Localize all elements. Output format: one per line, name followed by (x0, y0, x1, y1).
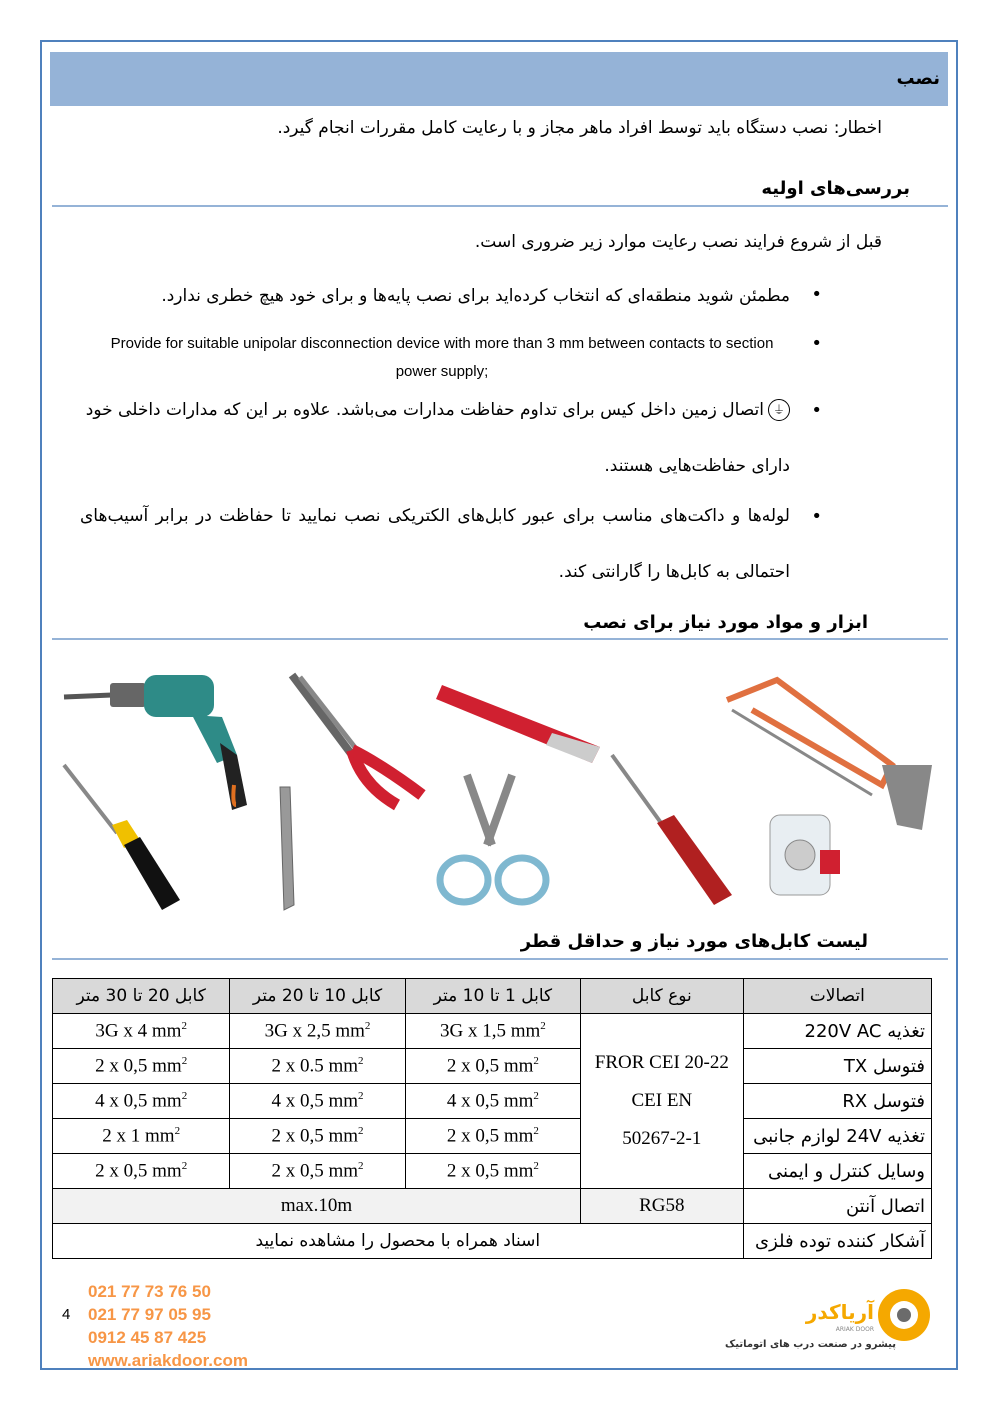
bullet-item: ⏚اتصال زمین داخل کیس برای تداوم حفاظت مدارات می‌باشد. علاوه بر این که مدارات داخلی خود دارای حفاظت‌هایی هستند. (85, 400, 790, 476)
cables-title: لیست کابل‌های مورد نیاز و حداقل قطر (520, 931, 868, 952)
cable-size-cell: 2 x 0,5 $mm^2$ (53, 1049, 230, 1084)
bullet-item: مطمئن شوید منطقه‌ای که انتخاب کرده‌اید برای نصب پایه‌ها و برای خود هیچ خطری ندارد. (161, 286, 790, 306)
tape-measure-icon (770, 815, 840, 895)
initial-checks-title: بررسی‌های اولیه (761, 178, 910, 199)
cable-size-cell: 2 x 0,5 $mm^2$ (405, 1049, 580, 1084)
contact-block (88, 1280, 248, 1372)
scissors-icon (440, 775, 546, 902)
cable-size-cell: 4 x 0,5 $mm^2$ (230, 1084, 405, 1119)
intro-text: قبل از شروع فرایند نصب رعایت موارد زیر ضروری است. (474, 232, 882, 252)
cable-size-cell: 2 x 0,5 $mm^2$ (405, 1119, 580, 1154)
hacksaw-icon (727, 680, 932, 830)
logo-tagline: پیشرو در صنعت درب های اتوماتیک (725, 1339, 896, 1350)
divider (52, 638, 948, 640)
ground-symbol-icon: ⏚ (768, 399, 790, 421)
table-header-row (53, 979, 932, 1014)
header-cell: کابل 20 تا 30 متر (53, 979, 230, 1014)
table-row (53, 1119, 932, 1154)
bullet-dot: • (811, 400, 822, 421)
website-link[interactable]: www.ariakdoor.com (88, 1351, 248, 1370)
table-row (53, 1084, 932, 1119)
bullet-item: لوله‌ها و داکت‌های مناسب برای عبور کابل‌های الکتریکی نصب نمایید تا حفاظت در برابر آسیب‌های احتمالی به کابل‌ها را گارانتی کند. (80, 506, 790, 582)
bullet-item-english: Provide for suitable unipolar disconnection device with more than 3 mm between contacts to section power supply; (110, 335, 774, 380)
header-cell: اتصالات (743, 979, 931, 1014)
table-row (53, 1224, 932, 1259)
connection-cell: تغذیه 24V لوازم جانبی (743, 1119, 931, 1154)
cable-size-cell: 3G x 4 $mm^2$ (53, 1014, 230, 1049)
cable-size-cell: 3G x 2,5 $mm^2$ (230, 1014, 405, 1049)
cable-size-cell: 4 x 0,5 $mm^2$ (405, 1084, 580, 1119)
connection-cell: آشکار کننده توده فلزی (743, 1224, 931, 1259)
bullet-dot: • (811, 333, 822, 354)
cable-size-cell: 2 x 0,5 $mm^2$ (230, 1154, 405, 1189)
company-logo (716, 1285, 936, 1360)
phone-number: 0912 45 87 425 (88, 1328, 207, 1347)
connection-cell: وسایل کنترل و ایمنی (743, 1154, 931, 1189)
phone-number: 021 77 97 05 95 (88, 1305, 211, 1324)
cable-size-cell: 2 x 0,5 $mm^2$ (53, 1154, 230, 1189)
section-header-band (50, 52, 948, 106)
page-number: 4 (62, 1306, 71, 1323)
warning-text: اخطار: نصب دستگاه باید توسط افراد ماهر مجاز و با رعایت کامل مقررات انجام گیرد. (277, 118, 882, 138)
bullet-dot: • (811, 284, 822, 305)
connection-cell: اتصال آنتن (743, 1189, 931, 1224)
cable-size-cell: 2 x 0,5 $mm^2$ (230, 1119, 405, 1154)
cable-size-cell: 2 x 0,5 $mm^2$ (405, 1154, 580, 1189)
drill-icon (64, 675, 247, 810)
tools-title: ابزار و مواد مورد نیاز برای نصب (583, 612, 868, 633)
table-row (53, 1189, 932, 1224)
section-title: نصب (896, 68, 940, 89)
bullet-dot: • (811, 506, 822, 527)
drill-bit-icon (280, 787, 294, 910)
header-cell: کابل 1 تا 10 متر (405, 979, 580, 1014)
logo-subtext: ARIAK DOOR (835, 1326, 874, 1333)
cables-table (52, 978, 932, 1259)
phone-number: 021 77 73 76 50 (88, 1282, 211, 1301)
cable-size-cell: 3G x 1,5 $mm^2$ (405, 1014, 580, 1049)
connection-cell: فتوسل TX (743, 1049, 931, 1084)
antenna-type-cell: RG58 (581, 1189, 744, 1224)
utility-knife-icon (436, 685, 600, 763)
antenna-length-cell: max.10m (53, 1189, 581, 1224)
header-cell: نوع کابل (581, 979, 744, 1014)
cable-size-cell: 2 x 1 $mm^2$ (53, 1119, 230, 1154)
cable-size-cell: 2 x 0.5 $mm^2$ (230, 1049, 405, 1084)
phillips-screwdriver-icon (612, 755, 732, 905)
metal-detector-note-cell: اسناد همراه با محصول را مشاهده نمایید (53, 1224, 744, 1259)
flat-screwdriver-icon (64, 765, 180, 910)
cable-size-cell: 4 x 0,5 $mm^2$ (53, 1084, 230, 1119)
table-row (53, 1014, 932, 1049)
divider (52, 205, 948, 207)
table-row (53, 1049, 932, 1084)
cable-type-cell: FROR CEI 20-22 CEI EN 50267-2-1 (581, 1014, 744, 1189)
connection-cell: تغذیه 220V AC (743, 1014, 931, 1049)
divider (52, 958, 948, 960)
logo-text: آریاکدر (805, 1300, 874, 1324)
connection-cell: فتوسل RX (743, 1084, 931, 1119)
header-cell: کابل 10 تا 20 متر (230, 979, 405, 1014)
pliers-icon (292, 675, 422, 805)
tools-illustration (52, 655, 948, 920)
table-row (53, 1154, 932, 1189)
